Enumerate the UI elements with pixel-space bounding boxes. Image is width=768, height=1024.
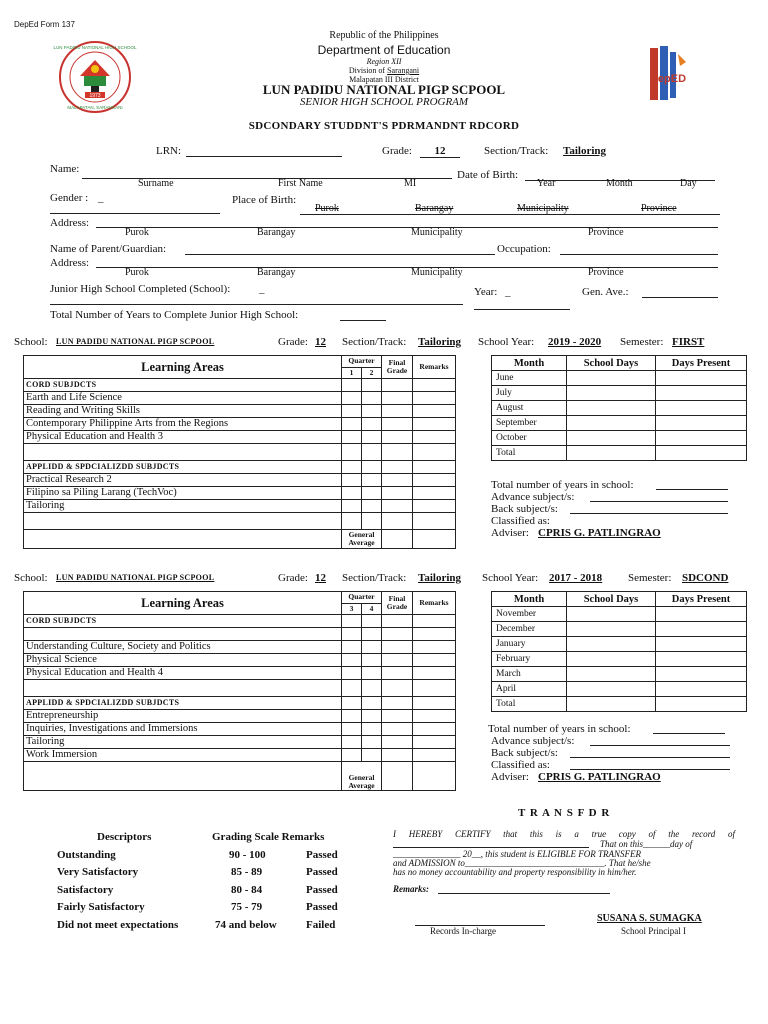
jhs-label: Junior High School Completed (School):	[50, 283, 231, 295]
s1-school-label: School:	[14, 336, 48, 348]
parent-label: Name of Parent/Guardian:	[50, 243, 167, 255]
address-sub-barangay: Barangay	[257, 227, 296, 238]
s2-sem-label: Semester:	[628, 572, 672, 584]
pob-sub-municipality: Municipality	[517, 203, 569, 214]
table-row	[492, 607, 747, 622]
scale-desc-2: Satisfactory	[57, 884, 114, 896]
s2-sy-label: School Year:	[482, 572, 539, 584]
table-row	[24, 418, 456, 431]
address2-sub-purok: Purok	[125, 267, 149, 278]
scale-desc-0: Outstanding	[57, 849, 116, 861]
dob-sub-month: Month	[606, 178, 633, 189]
s1-learning-areas-table	[23, 355, 456, 549]
total-years-label: Total Number of Years to Complete Junior High School:	[50, 309, 299, 321]
s2-adviser-label: Adviser:	[491, 771, 529, 783]
s1-sem-value: FIRST	[672, 336, 705, 348]
table-row	[492, 622, 747, 637]
s1-att-month: Month	[492, 356, 567, 371]
s1-att-school-days: School Days	[567, 356, 656, 371]
s1-month-5: Total	[492, 446, 567, 461]
s1-sy-value: 2019 - 2020	[548, 336, 602, 348]
s1-core-label: CORD SUBJDCTS	[24, 379, 342, 392]
division-text: Division of Sarangani	[348, 66, 420, 75]
table-row	[492, 682, 747, 697]
address2-sub-municipality: Municipality	[411, 267, 463, 278]
address-sub-province: Province	[588, 227, 624, 238]
transfer-title: T R A N S F D R	[518, 807, 611, 819]
record-title: SDCONDARY STUDDNT'S PDRMANDNT RDCORD	[248, 120, 520, 132]
s1-total-years-field[interactable]	[656, 489, 728, 490]
s2-attendance-table	[491, 591, 747, 712]
occupation-label: Occupation:	[497, 243, 551, 255]
s2-school-value: LUN PADIDU NATIONAL PIGP SCPOOL	[56, 573, 215, 582]
s2-sem-value: SDCOND	[682, 572, 729, 584]
s2-q-b: 4	[369, 603, 374, 613]
table-row	[492, 697, 747, 712]
s1-core-0: Earth and Life Science	[24, 392, 342, 405]
table-row	[492, 416, 747, 431]
address-sub-municipality: Municipality	[411, 227, 463, 238]
scale-remark-4: Failed	[306, 919, 336, 931]
address2-sub-province: Province	[588, 267, 624, 278]
s1-track-value: Tailoring	[418, 336, 461, 348]
s1-month-0: June	[492, 371, 567, 386]
s1-sy-label: School Year:	[478, 336, 535, 348]
records-label: Records In-charge	[430, 926, 497, 936]
s1-gen-avg: General Average	[348, 530, 375, 547]
s2-learning-areas-table	[23, 591, 456, 791]
s1-adviser-value: CPRIS G. PATLINGRAO	[538, 527, 661, 539]
s2-applied-label: APPLIDD & SPDCIALIZDD SUBJDCTS	[24, 697, 342, 710]
table-row	[492, 652, 747, 667]
table-row	[24, 680, 456, 697]
table-row	[492, 386, 747, 401]
s2-applied-3: Work Immersion	[24, 749, 342, 762]
lrn-field[interactable]	[186, 156, 342, 157]
address2-field[interactable]	[96, 267, 718, 268]
s2-back-field[interactable]	[570, 757, 730, 758]
address-sub-purok: Purok	[125, 227, 149, 238]
s1-core-1: Reading and Writing Skills	[24, 405, 342, 418]
name-sub-first: First Name	[278, 178, 323, 189]
table-row	[492, 401, 747, 416]
school-name: LUN PADIDU NATIONAL PIGP SCPOOL	[262, 82, 506, 97]
transfer-line-5: has no money accountability and property responsibility in him/her.	[393, 867, 637, 877]
lrn-label: LRN:	[156, 145, 182, 157]
s1-track-label: Section/Track:	[342, 336, 407, 348]
scale-range-4: 74 and below	[215, 919, 277, 931]
grade-value: 12	[420, 145, 460, 158]
s2-core-0: Understanding Culture, Society and Politics	[24, 641, 342, 654]
s2-la-title: Learning Areas	[24, 592, 342, 615]
gender-label: Gender :	[50, 192, 89, 204]
s2-track-value: Tailoring	[418, 572, 461, 584]
form-id: DepEd Form 137	[14, 20, 75, 29]
s1-month-4: October	[492, 431, 567, 446]
s2-applied-1: Inquiries, Investigations and Immersions	[24, 723, 342, 736]
s1-applied-1: Filipino sa Piling Larang (TechVoc)	[24, 487, 342, 500]
region-text: Region XII	[366, 57, 402, 66]
s2-remarks-label: Remarks	[419, 598, 449, 607]
year-field[interactable]	[474, 309, 570, 310]
s2-advance: Advance subject/s:	[491, 735, 575, 747]
scale-remark-3: Passed	[306, 901, 338, 913]
address-field[interactable]	[96, 227, 718, 228]
seal-year: 1973	[89, 93, 101, 99]
s1-la-title: Learning Areas	[24, 356, 342, 379]
scale-desc-1: Very Satisfactory	[57, 866, 139, 878]
track-value: Tailoring	[563, 145, 606, 157]
s2-grade-label: Grade:	[278, 572, 308, 584]
s1-q-b: 2	[369, 367, 374, 377]
s2-applied-0: Entrepreneurship	[24, 710, 342, 723]
jhs-value: _	[259, 283, 265, 295]
table-row	[492, 371, 747, 386]
s2-final-label: Final Grade	[386, 594, 408, 611]
dob-sub-year: Year	[537, 178, 556, 189]
s2-classified: Classified as:	[491, 759, 550, 771]
table-row	[24, 392, 456, 405]
s1-applied-2: Tailoring	[24, 500, 342, 513]
s1-remarks-label: Remarks	[419, 362, 449, 371]
pob-sub-province: Province	[641, 203, 677, 214]
table-row	[24, 500, 456, 513]
table-row	[24, 710, 456, 723]
s1-applied-0: Practical Research 2	[24, 474, 342, 487]
scale-remark-1: Passed	[306, 866, 338, 878]
s1-applied-label: APPLIDD & SPDCIALIZDD SUBJDCTS	[24, 461, 342, 474]
s2-core-label: CORD SUBJDCTS	[24, 615, 342, 628]
seal-bottom-text: MALAPATAN, SARANGANI	[67, 105, 123, 110]
table-row	[24, 405, 456, 418]
s2-applied-2: Tailoring	[24, 736, 342, 749]
table-row	[24, 723, 456, 736]
republic-text: Republic of the Philippines	[329, 30, 439, 41]
table-row	[24, 628, 456, 641]
s1-attendance-table	[491, 355, 747, 461]
s2-att-days-present: Days Present	[656, 592, 747, 607]
table-row	[492, 637, 747, 652]
s2-quarter-label: Quarter	[348, 592, 375, 602]
transfer-line-4: and ADMISSION to_______________________________. That he/she	[393, 858, 651, 868]
s2-q-a: 3	[349, 603, 354, 613]
s1-total-years: Total number of years in school:	[491, 479, 634, 491]
s2-classified-field[interactable]	[570, 769, 730, 770]
s2-month-4: March	[492, 667, 567, 682]
s2-total-years: Total number of years in school:	[488, 723, 631, 735]
s1-att-days-present: Days Present	[656, 356, 747, 371]
s2-core-1: Physical Science	[24, 654, 342, 667]
table-row	[24, 530, 456, 549]
scale-range-1: 85 - 89	[231, 866, 263, 878]
s2-month-5: April	[492, 682, 567, 697]
s2-core-2: Physical Education and Health 4	[24, 667, 342, 680]
name-label: Name:	[50, 163, 80, 175]
s1-advance: Advance subject/s:	[491, 491, 575, 503]
address2-sub-barangay: Barangay	[257, 267, 296, 278]
grade-label: Grade:	[382, 145, 412, 157]
s2-grade-value: 12	[315, 572, 326, 584]
name-sub-mi: MI	[404, 178, 417, 189]
gen-ave-field[interactable]	[642, 297, 718, 298]
scale-range-2: 80 - 84	[231, 884, 263, 896]
s1-q-a: 1	[349, 367, 354, 377]
scale-remark-2: Passed	[306, 884, 338, 896]
s2-advance-field[interactable]	[590, 745, 730, 746]
dob-label: Date of Birth:	[457, 169, 519, 181]
table-row	[24, 736, 456, 749]
s2-att-month: Month	[492, 592, 567, 607]
s2-adviser-value: CPRIS G. PATLINGRAO	[538, 771, 661, 783]
s2-month-0: November	[492, 607, 567, 622]
scale-range-0: 90 - 100	[229, 849, 266, 861]
table-row	[492, 431, 747, 446]
table-row	[24, 379, 456, 392]
scale-range-3: 75 - 79	[231, 901, 263, 913]
principal-name: SUSANA S. SUMAGKA	[597, 913, 702, 924]
district-text: Malapatan III District	[349, 75, 419, 84]
s1-classified: Classified as:	[491, 515, 550, 527]
department-text: Department of Education	[317, 43, 451, 57]
s1-core-2: Contemporary Philippine Arts from the Regions	[24, 418, 342, 431]
s1-grade-value: 12	[315, 336, 326, 348]
gender-field[interactable]	[50, 213, 220, 214]
table-row	[24, 487, 456, 500]
scale-desc-4: Did not meet expectations	[57, 919, 179, 931]
year-value: _	[505, 286, 511, 298]
s1-core-3: Physical Education and Health 3	[24, 431, 342, 444]
table-row	[24, 461, 456, 474]
table-row	[24, 444, 456, 461]
s1-quarter-label: Quarter	[348, 356, 375, 366]
s1-school-value: LUN PADIDU NATIONAL PIGP SCPOOL	[56, 337, 215, 346]
s1-month-3: September	[492, 416, 567, 431]
total-years-field[interactable]	[340, 320, 386, 321]
transfer-line-3: _______________ 20__, this student is ELIGIBLE FOR TRANSFER	[393, 849, 641, 859]
s1-month-1: July	[492, 386, 567, 401]
s2-track-label: Section/Track:	[342, 572, 407, 584]
pob-sub-barangay: Barangay	[415, 203, 454, 214]
transfer-remarks-label: Remarks:	[393, 884, 429, 894]
parent-field[interactable]	[185, 254, 495, 255]
year-label: Year:	[474, 286, 498, 298]
table-row	[24, 615, 456, 628]
table-row	[24, 749, 456, 762]
s2-month-2: January	[492, 637, 567, 652]
table-row	[24, 641, 456, 654]
table-row	[24, 654, 456, 667]
s1-back: Back subject/s:	[491, 503, 558, 515]
transfer-line-2: That on this______day of	[600, 839, 693, 849]
address-label: Address:	[50, 217, 90, 229]
jhs-field[interactable]	[50, 304, 463, 305]
table-row	[24, 474, 456, 487]
address2-label: Address:	[50, 257, 90, 269]
s2-back: Back subject/s:	[491, 747, 558, 759]
transfer-remarks-field[interactable]	[438, 893, 610, 894]
dob-sub-day: Day	[680, 178, 697, 189]
name-sub-surname: Surname	[138, 178, 174, 189]
s2-school-label: School:	[14, 572, 48, 584]
table-row	[492, 667, 747, 682]
scale-col-scale: Grading Scale Remarks	[212, 831, 325, 843]
s2-total-years-field[interactable]	[653, 733, 725, 734]
s1-adviser-label: Adviser:	[491, 527, 529, 539]
s1-advance-field[interactable]	[590, 501, 728, 502]
scale-remark-0: Passed	[306, 849, 338, 861]
table-row	[24, 667, 456, 680]
transfer-line-1: I HEREBY CERTIFY that this is a true copy of the record of	[393, 829, 735, 839]
pob-label: Place of Birth:	[232, 194, 297, 206]
gen-ave-label: Gen. Ave.:	[582, 286, 629, 298]
principal-title: School Principal I	[621, 926, 686, 936]
s2-sy-value: 2017 - 2018	[549, 572, 603, 584]
s2-month-6: Total	[492, 697, 567, 712]
pob-sub-purok: Purok	[315, 203, 339, 214]
s1-back-field[interactable]	[570, 513, 728, 514]
transfer-name-field[interactable]	[393, 847, 589, 848]
s1-grade-label: Grade:	[278, 336, 308, 348]
seal-top-text: LUN PADIDU NATIONAL HIGH SCHOOL	[53, 45, 137, 50]
table-row	[492, 446, 747, 461]
table-row	[24, 431, 456, 444]
gender-value: _	[98, 192, 104, 204]
s1-month-2: August	[492, 401, 567, 416]
scale-col-descriptors: Descriptors	[97, 831, 152, 843]
pob-field[interactable]	[300, 214, 720, 215]
s2-month-1: December	[492, 622, 567, 637]
s2-month-3: February	[492, 652, 567, 667]
deped-text: DepED	[649, 73, 687, 85]
s1-sem-label: Semester:	[620, 336, 664, 348]
s1-final-label: Final Grade	[386, 358, 408, 375]
s2-att-school-days: School Days	[567, 592, 656, 607]
scale-desc-3: Fairly Satisfactory	[57, 901, 145, 913]
occupation-field[interactable]	[560, 254, 718, 255]
track-label: Section/Track:	[484, 145, 549, 157]
table-row	[24, 513, 456, 530]
table-row	[24, 762, 456, 791]
table-row	[24, 697, 456, 710]
program-title: SENIOR HIGH SCHOOL PROGRAM	[299, 96, 469, 108]
s2-gen-avg: General Average	[348, 773, 375, 790]
